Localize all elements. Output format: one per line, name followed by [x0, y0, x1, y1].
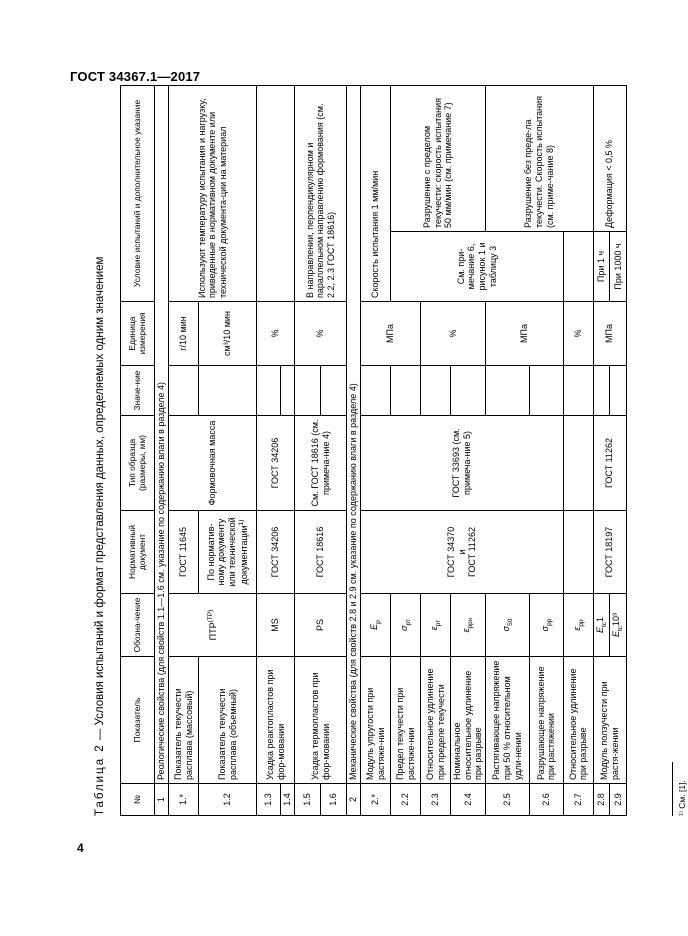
- row-1-1-doc: ГОСТ 11645: [169, 511, 199, 594]
- row-2-1-unit: МПа: [361, 302, 421, 366]
- row-2-6-no: 2.6: [529, 784, 563, 816]
- col-unit: Единица измерения: [121, 302, 155, 366]
- rotated-table-block: [94, 86, 687, 816]
- row-1-3-specimen: ГОСТ 34206: [257, 416, 295, 511]
- row-2-6-name: Разрушающее напряжение при растяжении: [529, 657, 563, 784]
- row-2-7-name: Относительное удлинение при разрыве: [563, 657, 593, 784]
- row-2-2-symbol: [391, 594, 421, 657]
- doc-and: и: [456, 549, 467, 555]
- row-2-5-no: 2.5: [485, 784, 529, 816]
- symbol-etc-1-sub: tc: [600, 621, 608, 628]
- row-2-4-no: 2.4: [451, 784, 486, 816]
- row-1-2-specimen: Формовочная масса: [169, 416, 257, 511]
- col-doc: Нормативный документ: [121, 511, 155, 594]
- row-2-1-value: [361, 366, 391, 416]
- caption-label: Таблица 2: [94, 743, 106, 816]
- symbol-etc-1000-tail: 10³: [611, 612, 622, 626]
- row-2-5-unit: МПа: [485, 302, 563, 366]
- row-2-5-value: [485, 366, 529, 416]
- footnote-divider: [672, 762, 673, 816]
- document-header: ГОСТ 34367.1—2017: [70, 69, 201, 84]
- symbol-sigma-50-sub: 50: [506, 618, 514, 626]
- row-2-9-cond-a: При 1000 ч: [610, 232, 626, 302]
- row-1-6-no: 1.6: [321, 784, 347, 816]
- row-2-8-symbol: [593, 594, 609, 657]
- row-1-6-value: [321, 366, 347, 416]
- row-2-1-no: 2.*: [361, 784, 391, 816]
- row-2-8-specimen: ГОСТ 11262: [593, 416, 626, 511]
- row-1-1-name: Показатель текучести расплава (массовый): [169, 657, 199, 784]
- row-1-2-name: Показатель текучести расплава (объемный): [199, 657, 257, 784]
- symbol-eps-rrn-sub: ррн: [466, 617, 474, 629]
- row-1-3-conditions: [257, 86, 295, 302]
- symbol-etc-1000: E: [611, 631, 622, 638]
- row-1-5-value: [295, 366, 321, 416]
- symbol-sigma-rr-sub: рр: [545, 618, 553, 626]
- page-number: 4: [77, 841, 84, 855]
- row-2-7-no: 2.7: [563, 784, 593, 816]
- symbol-eps-rrn: ε: [461, 628, 472, 633]
- col-specimen: Тип образца (размеры, мм): [121, 416, 155, 511]
- section-1-no: 1: [155, 784, 169, 816]
- row-2-5-cond-b: Разрушение без преде-ла текучести. Скорость испытания (см. приме-чание 8): [485, 86, 593, 232]
- symbol-sigma-rr: σ: [539, 625, 550, 632]
- row-2-8-no: 2.8: [593, 784, 609, 816]
- row-2-4-doc: [361, 511, 564, 594]
- row-2-3-value: [421, 366, 451, 416]
- symbol-eps-rt-sub: рт: [434, 619, 442, 627]
- row-2-1-conditions: Скорость испытания 1 мм/мин: [361, 86, 391, 302]
- symbol-sigma-50: σ: [500, 625, 511, 632]
- row-2-8-doc: ГОСТ 18197: [593, 511, 626, 594]
- row-1-1-no: 1.*: [169, 784, 199, 816]
- symbol-e-sub: p: [374, 620, 382, 624]
- row-1-5-specimen: См. ГОСТ 18616 (см. примеча-ние 4): [295, 416, 347, 511]
- row-1-2-unit: см³/10 мин: [199, 302, 257, 366]
- symbol-ptr: ПТР: [207, 622, 218, 641]
- row-2-6-symbol: [529, 594, 563, 657]
- row-2-7-unit: %: [563, 302, 593, 366]
- table-2: [120, 85, 627, 816]
- row-1-2-no: 1.2: [199, 784, 257, 816]
- symbol-eps-rt: ε: [428, 626, 439, 631]
- row-2-3-cond-b: Разрушение с пределом текучести: скорость испытания 50 мм/мин (см. примечание 7): [391, 86, 486, 232]
- row-1-5-doc: ГОСТ 18616: [295, 511, 347, 594]
- row-2-4-specimen: ГОСТ 33693 (см. примеча-ние 5): [361, 416, 564, 511]
- symbol-etc-1: E: [594, 627, 605, 634]
- row-1-3-doc: ГОСТ 34206: [257, 511, 295, 594]
- row-1-5-symbol: PS: [295, 594, 347, 657]
- row-2-1-symbol: [361, 594, 391, 657]
- row-1-5-conditions: В направлении, перпендикулярном и параллельном направлению формования (см. 2.2, 2.3 ГОСТ 18616): [295, 86, 347, 302]
- row-2-8-unit: МПа: [593, 302, 626, 366]
- row-2-5-symbol: [485, 594, 529, 657]
- symbol-sigma-rt: σ: [398, 625, 409, 631]
- symbol-e: E: [368, 623, 379, 630]
- symbol-eps-rr: ε: [571, 626, 582, 631]
- row-2-8-cond-b: Деформация < 0,5 %: [593, 86, 626, 232]
- row-1-1-value: [169, 366, 199, 416]
- row-2-2-value: [391, 366, 421, 416]
- symbol-ptr-sup: (ТР): [206, 609, 214, 623]
- row-1-4-no: 1.4: [281, 784, 295, 816]
- row-2-1-name: Модуль упругости при растяже-нии: [361, 657, 391, 784]
- symbol-etc-1-tail: 1: [594, 616, 605, 622]
- row-1-1-unit: г/10 мин: [169, 302, 199, 366]
- row-1-5-unit: %: [295, 302, 347, 366]
- row-1-1-symbol: [169, 594, 257, 657]
- row-2-8-value: [593, 366, 609, 416]
- row-1-2-value: [199, 366, 257, 416]
- footnote-ref: 1): [237, 519, 245, 526]
- row-2-2-name: Предел текучести при растяже-нии: [391, 657, 421, 784]
- row-1-5-no: 1.5: [295, 784, 321, 816]
- row-2-8-cond-a: При 1 ч: [593, 232, 609, 302]
- row-2-6-value: [529, 366, 563, 416]
- row-1-5-name: Усадка термопластов при фор-мовании: [295, 657, 347, 784]
- section-2-no: 2: [347, 784, 361, 816]
- symbol-eps-rr-sub: рр: [577, 619, 585, 627]
- table-caption: [94, 86, 106, 816]
- row-2-7-symbol: [563, 594, 593, 657]
- row-2-9-value: [610, 366, 626, 416]
- row-1-4-value: [281, 366, 295, 416]
- section-2-title: Механические свойства (для свойств 2.8 и 2.9 см. указание по содержанию влаги в разделе 4): [347, 86, 361, 784]
- col-no: №: [121, 784, 155, 816]
- row-1-3-unit: %: [257, 302, 295, 366]
- row-1-2-conditions: Используют температуру испытания и нагрузку, приведенные в нормативном документе или технической документа-ции на материал: [169, 86, 257, 302]
- row-2-3-no: 2.3: [421, 784, 451, 816]
- section-1-title: Реологические свойства (для свойств 1.1—1.6 см. указание по содержанию влаги в разделе 4): [155, 86, 169, 784]
- col-indicator: Показатель: [121, 657, 155, 784]
- row-2-2-no: 2.2: [391, 784, 421, 816]
- col-symbol: Обозна-чение: [121, 594, 155, 657]
- row-2-4-symbol: [451, 594, 486, 657]
- row-2-9-symbol: [610, 594, 626, 657]
- doc-gost-11262: ГОСТ 11262: [467, 527, 478, 577]
- row-2-3-name: Относительное удлинение при пределе текучести: [421, 657, 451, 784]
- row-1-3-name: Усадка реактопластов при фор-мовании: [257, 657, 295, 784]
- col-conditions: Условие испытаний и дополнительное указание: [121, 86, 155, 302]
- row-2-8-name: Модуль ползучести при растя-жении: [593, 657, 626, 784]
- row-1-2-doc-text: По норматив-ному документу или технической документации: [205, 517, 249, 587]
- symbol-sigma-rt-sub: рт: [404, 619, 412, 626]
- row-2-3-unit: %: [421, 302, 486, 366]
- row-2-9-no: 2.9: [610, 784, 626, 816]
- symbol-etc-1000-sub: tc: [617, 625, 625, 632]
- row-2-7-value: [563, 366, 593, 416]
- row-1-3-symbol: MS: [257, 594, 295, 657]
- row-2-7-cond-a-empty: [563, 232, 593, 302]
- row-1-3-no: 1.3: [257, 784, 281, 816]
- row-2-7-specimen-empty: [563, 416, 593, 511]
- col-value: Значе-ние: [121, 366, 155, 416]
- row-2-4-value: [451, 366, 486, 416]
- row-2-7-doc-empty: [563, 511, 593, 594]
- row-2-5-name: Растягивающее напряжение при 50 % относительном удли-нении: [485, 657, 529, 784]
- caption-text: — Условия испытаний и формат представления данных, определяемых одним значением: [94, 256, 106, 744]
- row-1-2-doc: [199, 511, 257, 594]
- row-2-4-name: Номинальное относительное удлинение при разрыве: [451, 657, 486, 784]
- row-2-3-cond-a: См. при-мечание 6, рисунок 1 и таблицу 3: [391, 232, 564, 302]
- row-1-3-value: [257, 366, 281, 416]
- row-2-3-symbol: [421, 594, 451, 657]
- footnote: ¹⁾ См. [1].: [677, 780, 687, 816]
- doc-gost-34370: ГОСТ 34370: [446, 526, 456, 578]
